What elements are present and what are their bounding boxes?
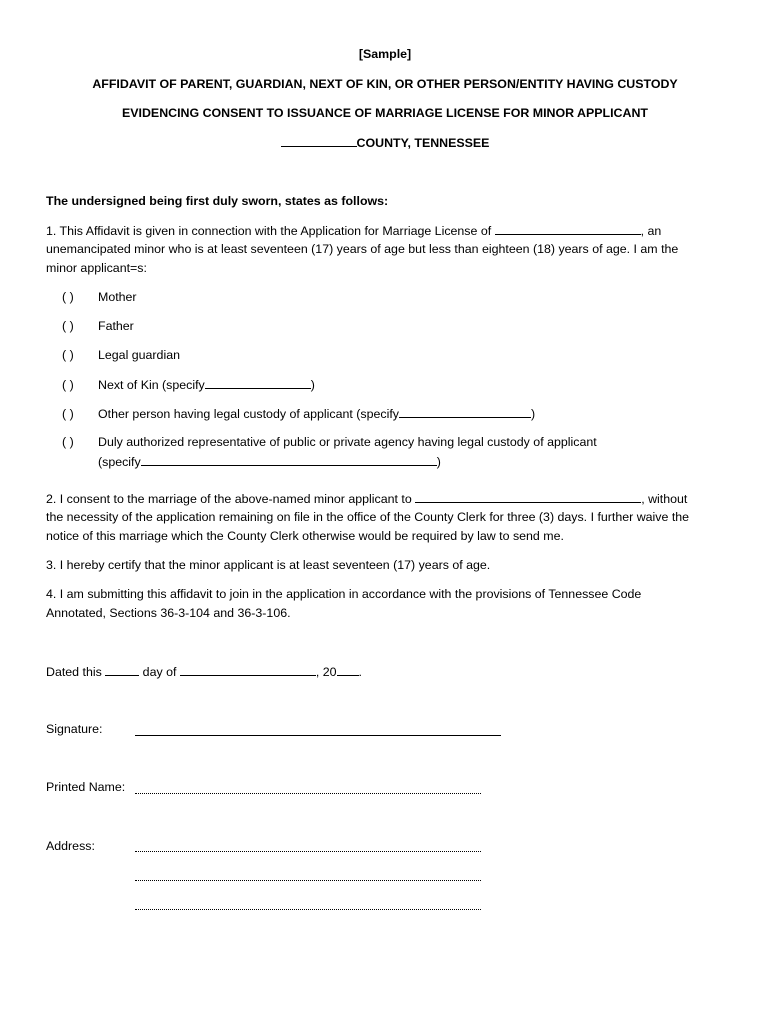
para1-line3: minor applicant=s: <box>46 261 147 275</box>
month-blank[interactable] <box>180 663 316 676</box>
signature-label: Signature: <box>46 722 103 736</box>
sample-heading: [Sample] <box>358 47 412 61</box>
option-close-paren: ) <box>436 455 441 469</box>
next-of-kin-specify-blank[interactable] <box>205 376 311 389</box>
option-checkbox[interactable]: ( ) <box>62 319 74 333</box>
option-mother <box>62 289 137 305</box>
title-line-2: EVIDENCING CONSENT TO ISSUANCE OF MARRIAGE LICENSE FOR MINOR APPLICANT <box>122 106 648 120</box>
intro-statement: The undersigned being first duly sworn, states as follows: <box>46 194 389 208</box>
option-label: Next of Kin (specify <box>98 378 205 392</box>
option-legal-guardian <box>62 347 180 363</box>
option-close-paren: ) <box>310 378 315 392</box>
option-father <box>62 318 134 334</box>
option-label: Other person having legal custody of applicant (specify <box>98 407 399 421</box>
para4-line2: Annotated, Sections 36-3-104 and 36-3-106. <box>46 606 291 620</box>
option-checkbox[interactable]: ( ) <box>62 348 74 362</box>
county-line <box>0 134 770 151</box>
minor-applicant-name-blank[interactable] <box>495 222 641 235</box>
dated-text-c: , 20 <box>315 665 337 679</box>
para1-line1 <box>46 222 661 239</box>
agency-specify-line <box>98 453 441 470</box>
option-checkbox[interactable]: ( ) <box>62 407 74 421</box>
county-label: COUNTY, TENNESSEE <box>356 136 490 150</box>
address-line-1[interactable] <box>135 851 481 852</box>
other-person-specify-blank[interactable] <box>399 405 531 418</box>
address-label: Address: <box>46 839 95 853</box>
printed-name-label: Printed Name: <box>46 780 126 794</box>
county-blank[interactable] <box>281 134 357 147</box>
dated-line <box>46 663 362 680</box>
dated-text-a: Dated this <box>46 665 106 679</box>
para3: 3. I hereby certify that the minor applicant is at least seventeen (17) years of age. <box>46 558 491 572</box>
agency-specify-blank[interactable] <box>141 453 437 466</box>
option-other-person <box>62 405 535 422</box>
para1-line2: unemancipated minor who is at least seventeen (17) years of age but less than eighteen (18) years of age. I am the <box>46 242 679 256</box>
option-agency-representative <box>62 434 597 450</box>
option-label: Legal guardian <box>98 348 180 362</box>
para1-text-a: 1. This Affidavit is given in connection with the Application for Marriage License of <box>46 224 495 238</box>
para2-line3: notice of this marriage which the County Clerk otherwise would be required by law to send me. <box>46 529 564 543</box>
option-close-paren: ) <box>531 407 536 421</box>
title-line-1: AFFIDAVIT OF PARENT, GUARDIAN, NEXT OF KIN, OR OTHER PERSON/ENTITY HAVING CUSTODY <box>92 77 678 91</box>
option-checkbox[interactable]: ( ) <box>62 378 74 392</box>
dated-text-b: day of <box>139 665 180 679</box>
option-label: Mother <box>98 290 137 304</box>
option-checkbox[interactable]: ( ) <box>62 435 74 449</box>
option-label: Duly authorized representative of public or private agency having legal custody of applicant <box>98 435 597 449</box>
signature-line[interactable] <box>135 735 501 736</box>
address-line-3[interactable] <box>135 909 481 910</box>
option-label: Father <box>98 319 134 333</box>
consent-to-name-blank[interactable] <box>415 490 641 503</box>
dated-text-d: . <box>358 665 362 679</box>
option-checkbox[interactable]: ( ) <box>62 290 74 304</box>
para2-line2: the necessity of the application remaining on file in the office of the County Clerk for three (3) days. I further waive the <box>46 510 690 524</box>
para4-line1: 4. I am submitting this affidavit to join in the application in accordance with the provisions of Tennessee Code <box>46 587 642 601</box>
para2-line1 <box>46 490 687 507</box>
printed-name-line[interactable] <box>135 793 481 794</box>
option-sub-label: (specify <box>98 455 141 469</box>
year-blank[interactable] <box>337 663 359 676</box>
day-blank[interactable] <box>105 663 139 676</box>
para2-text-a: 2. I consent to the marriage of the above-named minor applicant to <box>46 492 416 506</box>
option-next-of-kin <box>62 376 315 393</box>
para2-text-b: , without <box>641 492 688 506</box>
address-line-2[interactable] <box>135 880 481 881</box>
para1-text-b: , an <box>640 224 662 238</box>
